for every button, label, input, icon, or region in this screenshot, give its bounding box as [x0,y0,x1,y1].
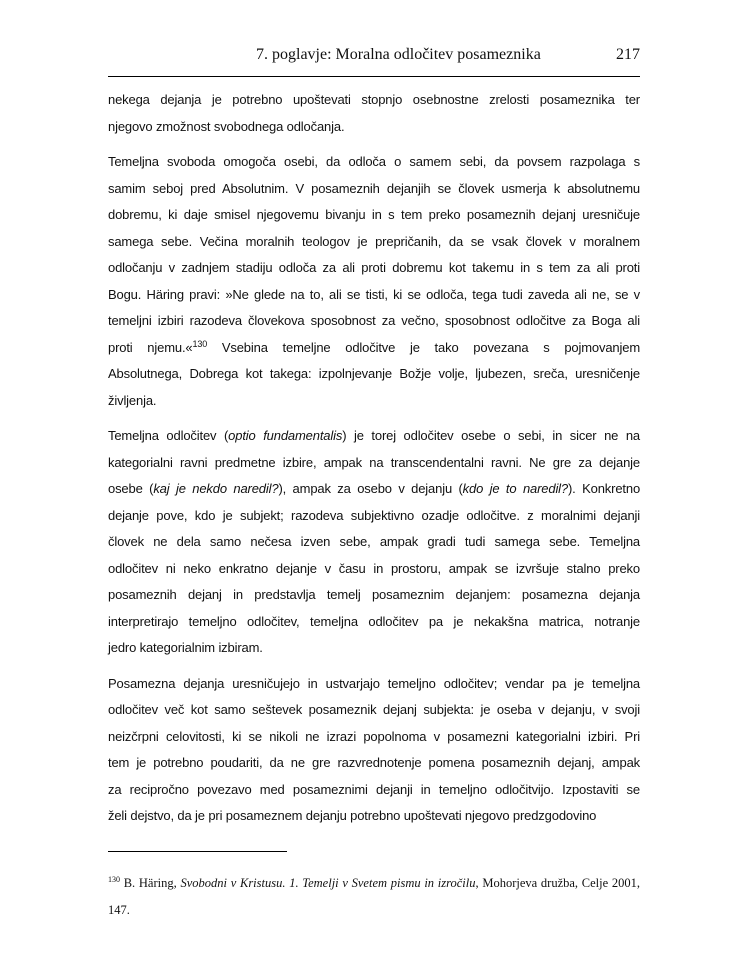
text-line [108,777,640,804]
text-line [108,335,640,362]
text-line [108,361,640,388]
text-line [108,556,640,583]
text-line [108,750,640,777]
italic-text: kaj je nekdo naredil? [153,481,279,496]
text-segment: odločitev ni neko enkratno dejanje v času in prostoru, ampak se izvršuje stalno preko [108,560,640,576]
text-segment: Vsebina temeljne odločitve je tako povezana s pojmovanjem [207,339,640,355]
text-line [108,671,640,698]
footnote-reference[interactable]: 130 [192,338,208,349]
text-line [108,423,640,450]
page-number: 217 [616,46,640,63]
text-line [108,176,640,203]
paragraph [108,671,640,830]
text-segment: samega sebe. Večina moralnih teologov je prepričanih, da se vsak človek v moralnem [108,233,640,249]
text-segment: Bogu. Häring pravi: »Ne glede na to, ali se tisti, ki se odloča, tega tudi zaveda ali ne, se v [108,286,640,302]
text-line [108,450,640,477]
text-segment: ) je torej odločitev osebe o sebi, in sicer ne na [342,428,640,443]
text-line [108,635,640,662]
text-segment: tem je potrebno poudariti, da ne gre razvrednotenje pomena posameznih dejanj, ampak [108,755,640,770]
text-segment: kategorialni ravni predmetne izbire, ampak na transcendentalni ravni. Ne gre za dejanje [108,454,640,470]
body-text [108,87,640,839]
text-line [108,697,640,724]
text-segment: posameznih dejanj in predstavlja temelj posameznim dejanjem: posamezna dejanja [108,587,640,602]
text-segment: želi dejstvo, da je pri posameznem dejanju potrebno upoštevati njegovo predzgodovino [108,808,597,823]
footnote-130 [108,872,640,926]
text-line [108,476,640,503]
text-line [108,229,640,256]
text-line [108,308,640,335]
text-line [108,388,640,415]
text-segment: njegovo zmožnost svobodnega odločanja. [108,118,345,134]
text-segment: za recipročno povezavo med posameznimi dejanji in temeljno odločitvijo. Izpostaviti se [108,781,640,797]
text-line [108,87,640,114]
text-line [108,803,640,830]
paragraph [108,423,640,662]
text-segment: neizčrpni celovitosti, ki se nikoli ne izrazi popolnoma v posamezni kategorialni izbiri. Pri [108,728,640,744]
text-line [108,609,640,636]
text-segment: dejanje pove, kdo je subjekt; razodeva subjektivno ozadje odločitve. z moralnimi dejanji [108,507,640,523]
text-segment: osebe ( [108,481,154,496]
text-line [108,899,640,926]
text-segment: 147. [108,903,130,917]
paragraph [108,149,640,414]
text-segment: temeljni izbiri razodeva človekova sposobnost za večno, sposobnost odločitve za Boga ali [108,313,640,328]
paragraph [108,87,640,140]
text-segment: proti njemu.« [108,339,193,355]
italic-text: kdo je to naredil? [462,481,568,496]
italic-text: optio fundamentalis [228,428,343,443]
text-segment: Posamezna dejanja uresničujejo in ustvarjajo temeljno odločitev; vendar pa je temeljna [108,675,640,691]
text-line [108,114,640,141]
text-segment: Temeljna svoboda omogoča osebi, da odloča o samem sebi, da povsem razpolaga s [108,154,640,169]
text-segment: jedro kategorialnim izbiram. [108,640,263,655]
text-line [108,529,640,556]
footnote-reference[interactable]: 130 [108,875,120,884]
text-segment: odločitev več kot samo seštevek posameznik dejanj subjekta: je oseba v dejanju, v svoji [108,702,640,717]
text-segment: dobremu, ki daje smisel njegovemu bivanju in s tem preko posameznih dejanj uresničuje [108,207,640,222]
text-segment: samim seboj pred Absolutnim. V posameznih dejanjih se človek usmerja k absolutnemu [108,180,640,196]
text-line [108,149,640,176]
text-segment: ). Konkretno [568,481,641,496]
text-segment: človek ne dela samo nečesa izven sebe, ampak gradi tudi samega sebe. Temeljna [108,534,640,549]
italic-text: Svobodni v Kristusu. 1. Temelji v Svetem pismu in izročilu [180,876,476,890]
text-line [108,724,640,751]
text-line [108,255,640,282]
header-rule [108,76,640,77]
text-line [108,282,640,309]
footnote-separator [108,851,287,852]
text-line [108,582,640,609]
text-line [108,872,640,899]
text-line [108,503,640,530]
text-segment: nekega dejanja je potrebno upoštevati stopnjo osebnostne zrelosti posameznika ter [108,92,640,107]
text-line [108,202,640,229]
text-segment: Temeljna odločitev ( [108,428,229,443]
chapter-title: 7. poglavje: Moralna odločitev posameznika [256,46,541,63]
text-segment: B. Häring, [120,876,181,890]
text-segment: Absolutnega, Dobrega kot takega: izpolnjevanje Božje volje, ljubezen, sreča, uresničenje [108,366,640,381]
text-segment: ), ampak za osebo v dejanju ( [278,481,463,496]
text-segment: odločanju v zadnjem stadiju odloča za ali proti dobremu kot takemu in s tem za ali proti [108,260,640,275]
text-segment: interpretirajo temeljno odločitev, temeljna odločitev pa je nekakšna matrica, notranje [108,613,640,629]
text-segment: življenja. [108,392,157,408]
running-header [108,46,640,68]
text-segment: , Mohorjeva družba, Celje 2001, [475,876,641,890]
